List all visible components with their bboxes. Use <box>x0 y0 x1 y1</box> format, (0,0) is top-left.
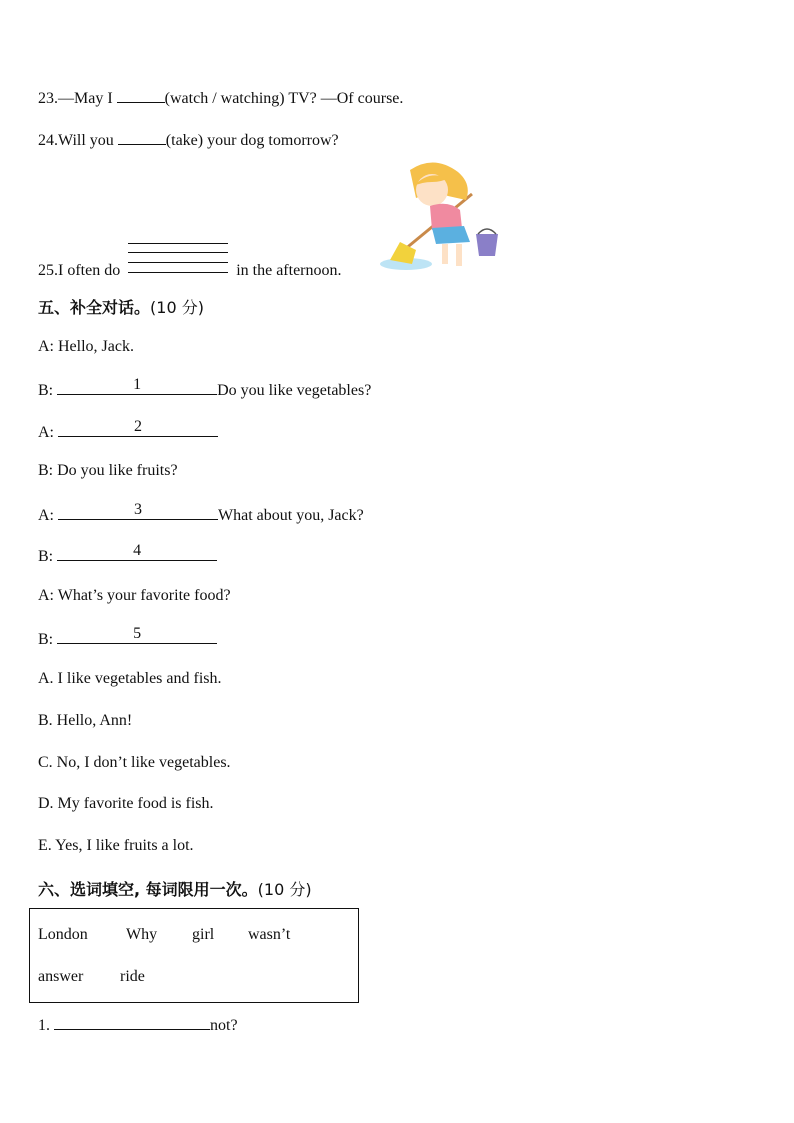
question-25: 25.I often do in the afternoon. <box>38 243 342 280</box>
dialogue-blank-4[interactable]: 4 <box>57 545 217 561</box>
skirt <box>432 226 470 244</box>
answer-blank-s6-1[interactable] <box>54 1015 210 1030</box>
option-c: C. No, I don’t like vegetables. <box>38 754 231 771</box>
option-a: A. I like vegetables and fish. <box>38 670 222 687</box>
dialogue-blank-1[interactable]: 1 <box>57 379 217 395</box>
section-5-title: 五、补全对话。(10 分) <box>38 298 204 317</box>
girl-mopping-floor-icon <box>376 160 506 278</box>
option-d: D. My favorite food is fish. <box>38 795 214 812</box>
bucket <box>476 234 498 256</box>
four-line-writing-grid[interactable] <box>128 243 228 275</box>
dialogue-line-1: A: Hello, Jack. <box>38 338 134 355</box>
section-6-question-1: 1. not? <box>38 1017 238 1034</box>
dialogue-blank-3[interactable]: 3 <box>58 504 218 520</box>
dialogue-blank-5[interactable]: 5 <box>57 628 217 644</box>
dialogue-line-5: A: 3 What about you, Jack? <box>38 501 364 524</box>
option-b: B. Hello, Ann! <box>38 712 133 729</box>
word-bank-item: ride <box>120 968 145 985</box>
dialogue-line-7: A: What’s your favorite food? <box>38 587 231 604</box>
mop-head <box>390 242 416 264</box>
word-bank-box <box>29 908 359 1003</box>
dialogue-line-6: B: 4 <box>38 545 217 566</box>
right-leg <box>456 244 462 266</box>
option-e: E. Yes, I like fruits a lot. <box>38 837 194 854</box>
question-24: 24.Will you (take) your dog tomorrow? <box>38 132 339 149</box>
dialogue-line-3: A: 2 <box>38 421 218 442</box>
answer-blank-24[interactable] <box>118 130 166 145</box>
dialogue-line-8: B: 5 <box>38 628 217 649</box>
word-bank-item: Why <box>126 926 158 943</box>
left-leg <box>442 244 448 264</box>
word-bank-item: wasn’t <box>248 926 291 943</box>
word-bank-item: answer <box>38 968 84 985</box>
dialogue-blank-2[interactable]: 2 <box>58 421 218 437</box>
question-23: 23.—May I (watch / watching) TV? —Of course. <box>38 90 404 107</box>
dialogue-line-2: B: 1 Do you like vegetables? <box>38 376 372 399</box>
word-bank-item: girl <box>192 926 215 943</box>
word-bank-item: London <box>38 926 88 943</box>
section-6-title: 六、选词填空, 每词限用一次。(10 分) <box>38 880 312 899</box>
bucket-handle <box>478 229 496 234</box>
dialogue-line-4: B: Do you like fruits? <box>38 462 178 479</box>
answer-blank-23[interactable] <box>117 88 165 103</box>
